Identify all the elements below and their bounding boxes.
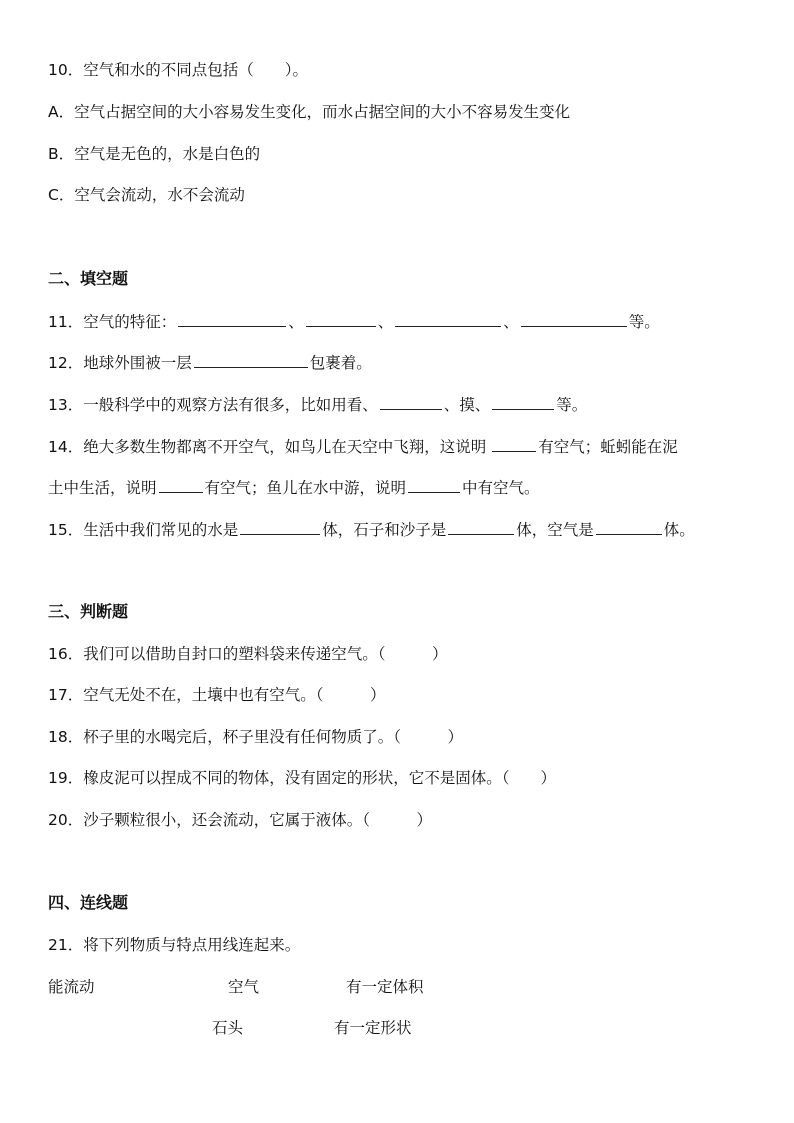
q15-end: 体。	[663, 521, 695, 539]
q13-blank-2[interactable]	[492, 393, 554, 410]
q14-text-5: 中有空气。	[462, 479, 540, 497]
q11	[48, 310, 660, 333]
q11-end: 等。	[628, 313, 660, 331]
q14-text-4: 有空气；鱼儿在水中游，说明	[204, 479, 407, 497]
q14-text-1: 14．绝大多数生物都离不开空气，如鸟儿在天空中飞翔，这说明	[48, 438, 487, 456]
q14-text-2: 有空气；蚯蚓能在泥	[538, 438, 678, 456]
q11-blank-1[interactable]	[178, 310, 286, 327]
q14-line-2	[48, 476, 540, 499]
q10-option-a: A．空气占据空间的大小容易发生变化，而水占据空间的大小不容易发生变化	[48, 103, 571, 121]
q15-blank-3[interactable]	[596, 518, 662, 535]
q15-text-2: 体，石子和沙子是	[322, 521, 447, 539]
q11-blank-4[interactable]	[521, 310, 627, 327]
match-right-item-shape[interactable]: 有一定形状	[334, 1019, 412, 1037]
q13-end: 等。	[556, 396, 588, 414]
q14-text-3: 土中生活，说明	[48, 479, 157, 497]
q12-blank[interactable]	[194, 351, 308, 368]
match-middle-item-air[interactable]: 空气	[228, 978, 260, 996]
q10-stem: 10．空气和水的不同点包括（ ）。	[48, 61, 308, 79]
q19: 19．橡皮泥可以捏成不同的物体，没有固定的形状，它不是固体。（ ）	[48, 769, 556, 787]
q10-option-c: C．空气会流动，水不会流动	[48, 186, 245, 204]
q15-text-3: 体，空气是	[516, 521, 594, 539]
q14-blank-2[interactable]	[159, 476, 203, 493]
section3-title: 三、判断题	[48, 602, 129, 621]
q11-sep-2: 、	[377, 313, 394, 331]
q18: 18．杯子里的水喝完后，杯子里没有任何物质了。（ ）	[48, 728, 463, 746]
q11-sep-3: 、	[503, 313, 519, 331]
q15-blank-2[interactable]	[448, 518, 514, 535]
match-middle-item-stone[interactable]: 石头	[212, 1019, 244, 1037]
q11-blank-2[interactable]	[306, 310, 376, 327]
q11-blank-3[interactable]	[395, 310, 501, 327]
match-right-item-volume[interactable]: 有一定体积	[346, 978, 424, 996]
q13-mid: 、摸、	[443, 396, 491, 414]
q11-sep-1: 、	[288, 313, 304, 331]
q12-end: 包裹着。	[309, 354, 372, 372]
q21: 21．将下列物质与特点用线连起来。	[48, 936, 301, 954]
q13-text: 13．一般科学中的观察方法有很多，比如用看、	[48, 396, 378, 414]
q17: 17．空气无处不在，土壤中也有空气。（ ）	[48, 686, 386, 704]
match-left-item[interactable]: 能流动	[48, 978, 95, 996]
q15-text-1: 15．生活中我们常见的水是	[48, 521, 239, 539]
q12	[48, 351, 372, 374]
q14-line-1	[48, 435, 678, 458]
q13	[48, 393, 587, 416]
q14-blank-3[interactable]	[408, 476, 460, 493]
q10-option-b: B．空气是无色的，水是白色的	[48, 145, 261, 163]
q13-blank-1[interactable]	[380, 393, 442, 410]
q15-blank-1[interactable]	[240, 518, 320, 535]
q14-blank-1[interactable]	[492, 435, 536, 452]
q20: 20．沙子颗粒很小，还会流动，它属于液体。（ ）	[48, 811, 432, 829]
section2-title: 二、填空题	[48, 269, 129, 288]
q11-text: 11．空气的特征：	[48, 313, 177, 331]
section4-title: 四、连线题	[48, 893, 129, 912]
q15	[48, 518, 695, 541]
q12-text: 12．地球外围被一层	[48, 354, 192, 372]
q16: 16．我们可以借助自封口的塑料袋来传递空气。（ ）	[48, 645, 448, 663]
